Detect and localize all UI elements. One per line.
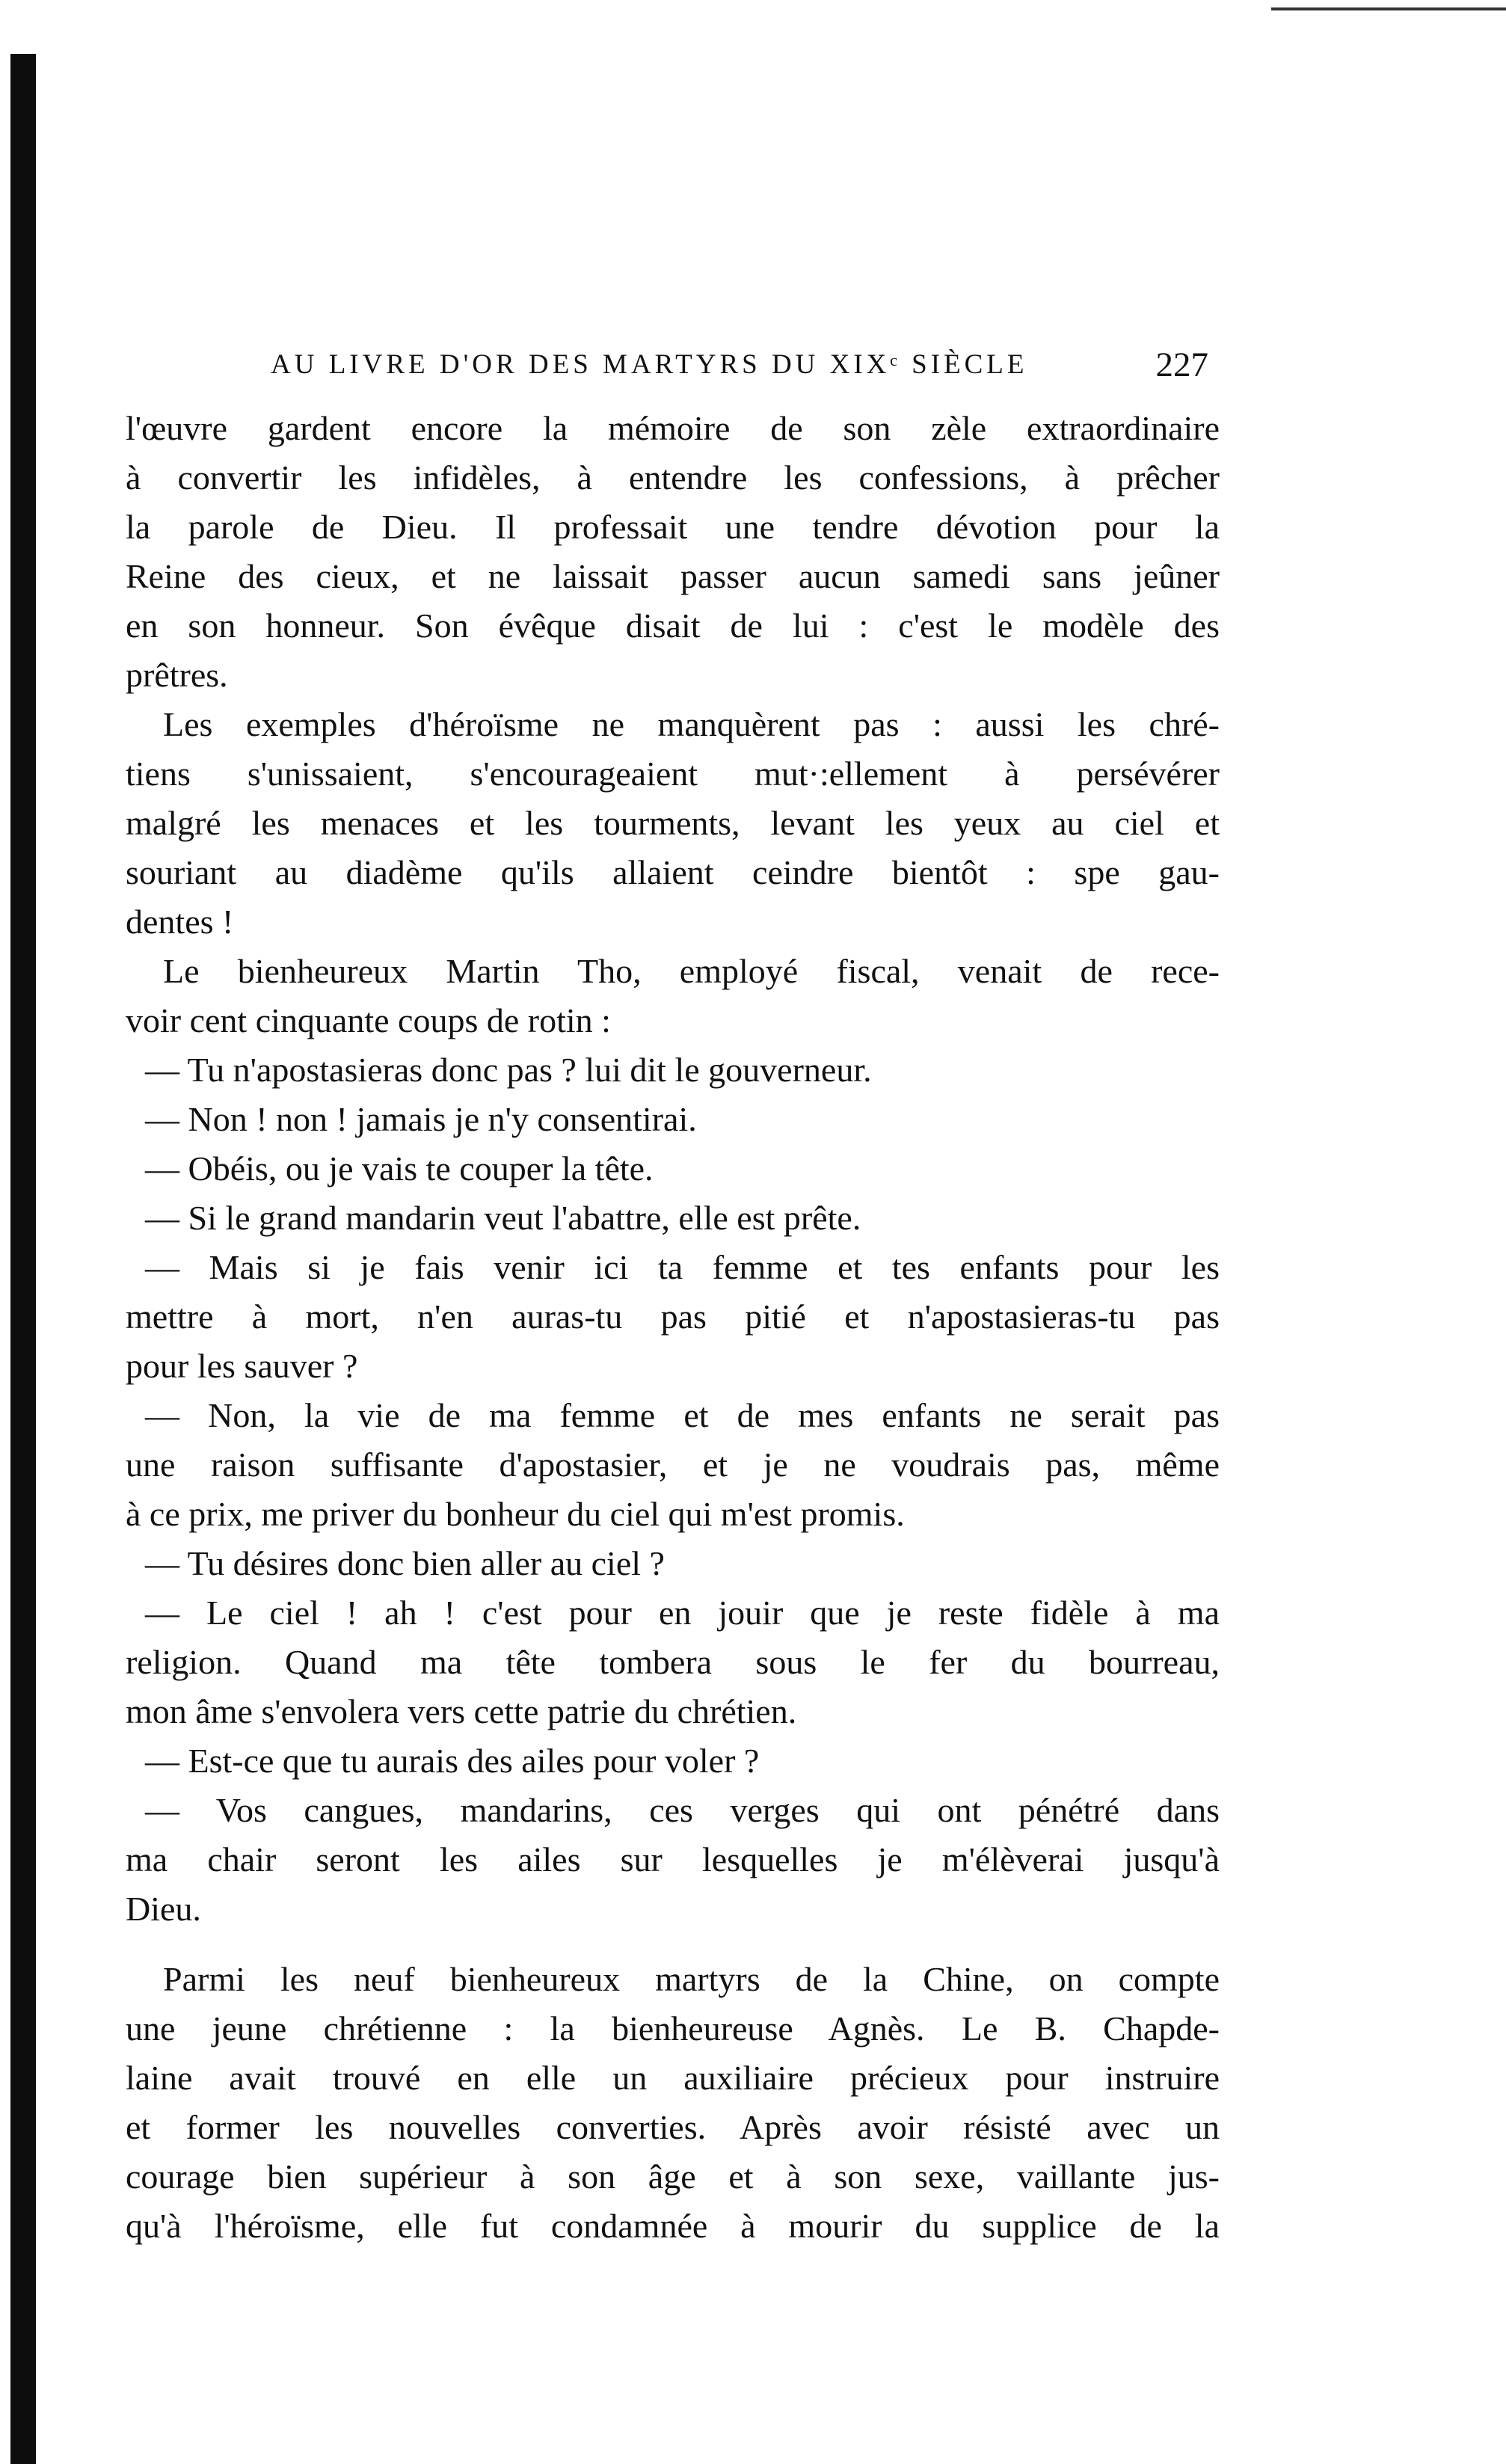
text-line: souriant au diadème qu'ils allaient ceindre bientôt : spe gau-: [126, 853, 1220, 891]
text-line: malgré les menaces et les tourments, levant les yeux au ciel et: [126, 804, 1220, 842]
text-line: — Tu désires donc bien aller au ciel ?: [145, 1544, 665, 1582]
text-line: — Non ! non ! jamais je n'y consentirai.: [145, 1100, 697, 1138]
text-line: une jeune chrétienne : la bienheureuse Agnès. Le B. Chapde-: [126, 2009, 1220, 2047]
text-line: et former les nouvelles converties. Après avoir résisté avec un: [126, 2108, 1220, 2146]
text-line: religion. Quand ma tête tombera sous le fer du bourreau,: [126, 1643, 1220, 1681]
text-line: qu'à l'héroïsme, elle fut condamnée à mourir du supplice de la: [126, 2207, 1220, 2245]
text-line: courage bien supérieur à son âge et à son sexe, vaillante jus-: [126, 2157, 1220, 2196]
text-line: à ce prix, me priver du bonheur du ciel qui m'est promis.: [126, 1495, 905, 1533]
text-line: Dieu.: [126, 1890, 201, 1928]
page-header: [271, 342, 1208, 387]
binding-edge: [10, 54, 36, 2464]
text-line: tiens s'unissaient, s'encourageaient mut·:ellement à persévérer: [126, 755, 1220, 793]
text-line: en son honneur. Son évêque disait de lui : c'est le modèle des: [126, 606, 1220, 645]
body-text: [126, 404, 1220, 2251]
text-line: la parole de Dieu. Il professait une tendre dévotion pour la: [126, 508, 1220, 546]
text-line: dentes !: [126, 903, 234, 941]
text-line: mettre à mort, n'en auras-tu pas pitié et n'apostasieras-tu pas: [126, 1297, 1220, 1336]
text-line: l'œuvre gardent encore la mémoire de son zèle extraordinaire: [126, 409, 1220, 447]
text-line: ma chair seront les ailes sur lesquelles je m'élèverai jusqu'à: [126, 1840, 1220, 1878]
text-line: voir cent cinquante coups de rotin :: [126, 1001, 611, 1039]
text-line: — Si le grand mandarin veut l'abattre, elle est prête.: [145, 1199, 861, 1237]
text-line: prêtres.: [126, 656, 228, 694]
text-line: — Non, la vie de ma femme et de mes enfants ne serait pas: [145, 1396, 1220, 1434]
text-line: Parmi les neuf bienheureux martyrs de la Chine, on compte: [163, 1960, 1220, 1998]
text-line: — Mais si je fais venir ici ta femme et tes enfants pour les: [145, 1248, 1220, 1286]
running-title: AU LIVRE D'OR DES MARTYRS DU XIXᶜ SIÈCLE: [271, 349, 1028, 380]
text-line: Reine des cieux, et ne laissait passer aucun samedi sans jeûner: [126, 557, 1220, 595]
text-line: — Vos cangues, mandarins, ces verges qui ont pénétré dans: [145, 1791, 1220, 1829]
text-line: — Est-ce que tu aurais des ailes pour voler ?: [145, 1742, 760, 1780]
top-rule: [1271, 7, 1506, 10]
text-line: Les exemples d'héroïsme ne manquèrent pas : aussi les chré-: [163, 705, 1220, 743]
text-line: laine avait trouvé en elle un auxiliaire précieux pour instruire: [126, 2059, 1220, 2097]
text-line: mon âme s'envolera vers cette patrie du chrétien.: [126, 1692, 797, 1730]
text-line: à convertir les infidèles, à entendre les confessions, à prêcher: [126, 458, 1220, 497]
text-line: — Tu n'apostasieras donc pas ? lui dit le gouverneur.: [145, 1051, 872, 1089]
text-line: pour les sauver ?: [126, 1347, 358, 1385]
text-line: — Le ciel ! ah ! c'est pour en jouir que je reste fidèle à ma: [145, 1594, 1220, 1632]
text-line: — Obéis, ou je vais te couper la tête.: [145, 1149, 654, 1188]
text-line: une raison suffisante d'apostasier, et je ne voudrais pas, même: [126, 1445, 1220, 1484]
page-number: 227: [1155, 345, 1208, 384]
text-line: Le bienheureux Martin Tho, employé fiscal, venait de rece-: [163, 952, 1220, 990]
